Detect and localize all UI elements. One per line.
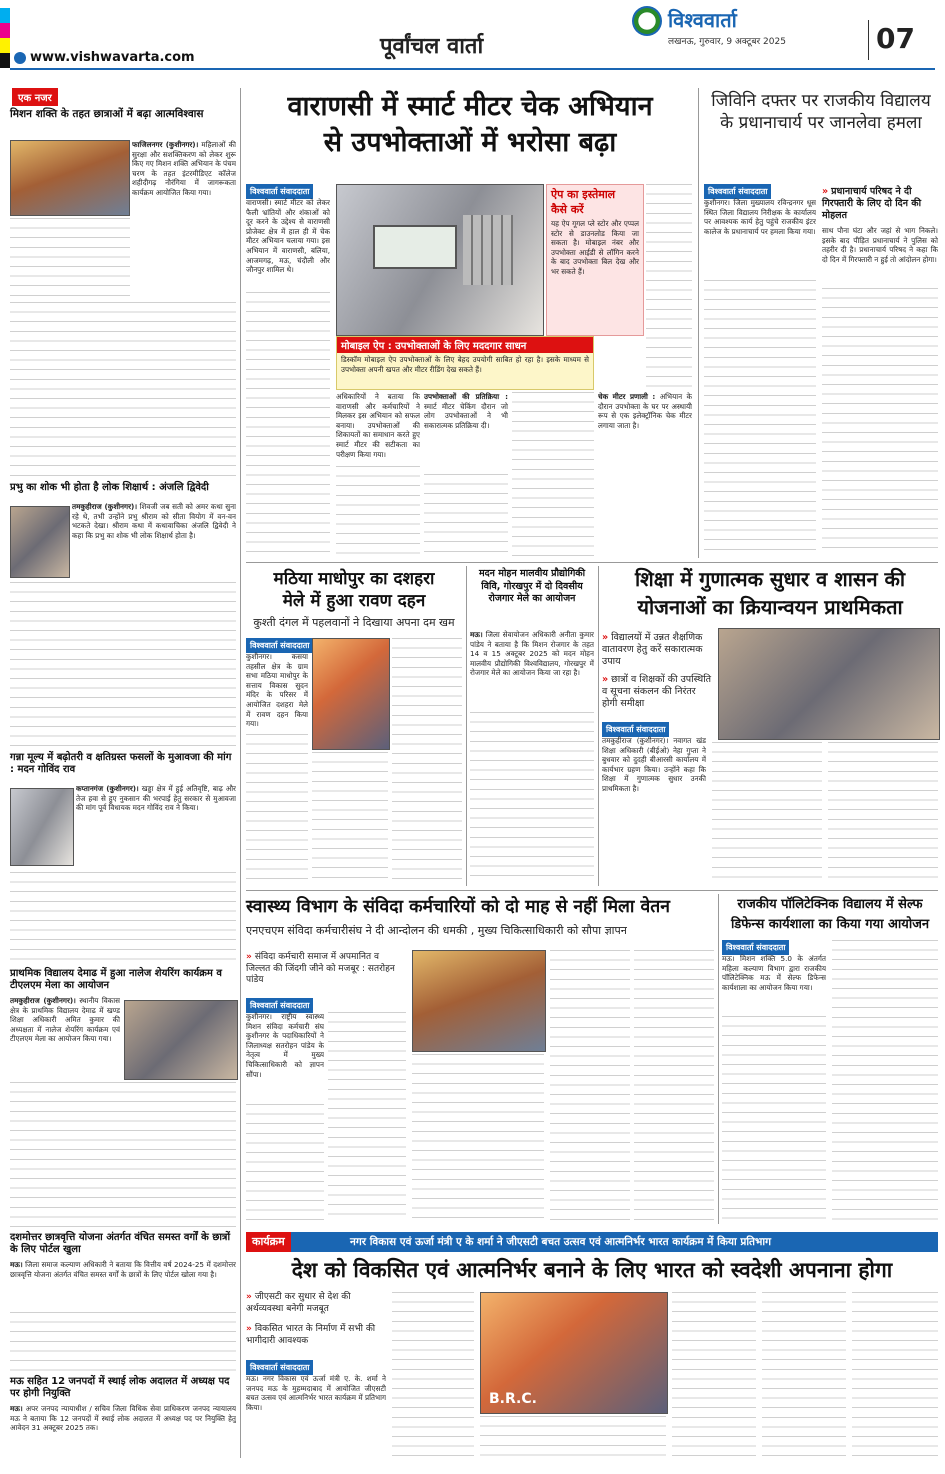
masthead (0, 0, 945, 70)
s3-text-lines (10, 872, 236, 964)
row-rule-2 (246, 890, 938, 891)
lead-col2-lines (336, 466, 420, 556)
s2-headline: प्रभु का शोक भी होता है लोक शिक्षार्थ : अंजलि द्विवेदी (10, 482, 209, 493)
meter-display (373, 225, 457, 269)
health-headline: स्वास्थ्य विभाग के संविदा कर्मचारियों को दो माह से नहीं मिला वेतन (246, 897, 670, 917)
lead-byline: विश्ववार्ता संवाददाता (246, 184, 313, 199)
polytechnic-byline: विश्ववार्ता संवाददाता (722, 940, 789, 955)
health-col1-lines (246, 1104, 324, 1222)
s3-photo (10, 788, 74, 866)
s3-text: कप्तानगंज (कुशीनगर)। खड्डा क्षेत्र में हुई अतिवृष्टि, बाढ़ और तेज हवा से हुए नुकसान की भरपाई हेतु सरकार से मुआवजा की मांग पूर्व विधायक मदन गोविंद राव ने किया। (76, 784, 236, 813)
globe-icon (14, 52, 26, 64)
bottom-col2-lines (392, 1292, 474, 1464)
ek-nazar-label: एक नजर (12, 88, 58, 106)
s2-photo (10, 506, 70, 578)
attack-text: कुशीनगर। जिला मुख्यालय रविन्द्रनगर धूस स्थित जिला विद्यालय निरीक्षक के कार्यालय पर आवश्यक कार्य हेतु पहुंचे राजकीय इंटर कालेज के प्रधानाचार्य पर हमला किया गया। (704, 198, 816, 236)
lead-sub-block-2: चेक मीटर प्रणाली : अभियान के दौरान उपभोक्ता के घर पर अस्थायी रूप से एक इलेक्ट्रॉनिक चेक मीटर लगाया जाता है। (598, 392, 692, 430)
education-byline: विश्ववार्ता संवाददाता (602, 722, 669, 737)
app-usage-head-1: ऐप का इस्तेमाल (551, 188, 616, 201)
health-col2-lines (328, 1012, 406, 1222)
column-divider-4 (598, 566, 599, 886)
education-bullet-2: » छात्रों व शिक्षकों की उपस्थिति व सूचना संकलन की निरंतर होगी समीक्षा (602, 674, 712, 710)
column-divider (240, 88, 241, 1458)
job-fair-lines (470, 712, 594, 884)
s5-text: मऊ। जिला समाज कल्याण अधिकारी ने बताया कि वित्तीय वर्ष 2024-25 में दशमोत्तर छात्रवृत्ति योजना अंतर्गत वंचित समस्त वर्गों के छात्रों के लिए पोर्टल खोला गया है। (10, 1260, 236, 1279)
lead-text: वाराणसी। स्मार्ट मीटर को लेकर फैली भ्रांतियों और शंकाओं को दूर करने के उद्देश्य से वाराणसी प्रोजेक्ट क्षेत्र में हाल ही में चेक मीटर अभियान चलाया गया। इस अभियान में वाराणसी, बलिया, आजमगढ़, मऊ, चंदौली और जौनपुर शामिल थे। (246, 198, 330, 275)
education-col3-lines (828, 742, 938, 884)
lead-story (246, 88, 692, 558)
dussehra-byline: विश्ववार्ता संवाददाता (246, 638, 313, 653)
health-byline: विश्ववार्ता संवाददाता (246, 998, 313, 1013)
dussehra-col2-lines (312, 752, 388, 884)
attack-col1-lines (704, 280, 816, 556)
health-text: कुशीनगर। राष्ट्रीय स्वास्थ्य मिशन संविदा कर्मचारी संघ कुशीनगर के पदाधिकारियों ने जिलाध्यक्ष सतरोहन पांडेय के नेतृत्व में मुख्य चिकित्साधिकारी को ज्ञापन सौंपा। (246, 1012, 324, 1079)
attack-byline: विश्ववार्ता संवाददाता (704, 184, 771, 199)
row-rule-1 (246, 562, 938, 563)
lead-headline-1: वाराणसी में स्मार्ट मीटर चेक अभियान (287, 91, 653, 122)
s1-headline: मिशन शक्ति के तहत छात्राओं में बढ़ा आत्मविश्वास (10, 108, 204, 120)
health-photo (412, 950, 546, 1052)
app-usage-text: यह ऐप गूगल प्ले स्टोर और एप्पल स्टोर से डाउनलोड किया जा सकता है। मोबाइल नंबर और उपभोक्ता आईडी से लॉगिन करने के बाद उपभोक्ता बिल देख और भर सकते हैं। (551, 219, 639, 276)
job-fair-text: मऊ। जिला सेवायोजन अधिकारी अनीता कुमार पांडेय ने बताया है कि मिशन रोजगार के तहत 14 व 15 अक्टूबर 2025 को मदन मोहन मालवीय प्रौद्योगिकी विश्वविद्यालय, गोरखपुर में रोजगार मेले का आयोजन किया जा रहा है। (470, 630, 594, 678)
attack-side-head: » प्रधानाचार्य परिषद ने दी गिरफ्तारी के लिए दो दिन की मोहलत (822, 186, 938, 222)
s4-headline: प्राथमिक विद्यालय देमाढ में हुआ नालेज शेयरिंग कार्यक्रम व टीएलएम मेला का आयोजन (10, 968, 222, 991)
polytechnic-col1-lines (722, 1016, 826, 1222)
column-divider-3 (466, 566, 467, 886)
left-column (8, 88, 236, 1458)
health-col3-lines (412, 1054, 544, 1222)
education-headline-2: योजनाओं का क्रियान्वयन प्राथमिकता (637, 595, 903, 619)
bottom-col5-lines (762, 1292, 846, 1464)
lead-headline-2: से उपभोक्ताओं में भरोसा बढ़ा (323, 127, 617, 158)
health-bullet: » संविदा कर्मचारी समाज में अपमानित व जिल्लत की जिंदगी जीने को मजबूर : सतरोहन पांडेय (246, 952, 406, 987)
s6-text: मऊ। अपर जनपद न्यायाधीश / सचिव जिला विधिक सेवा प्राधिकरण जनपद न्यायालय मऊ ने बताया कि 12 जनपदों में स्थाई लोक अदालत में अध्यक्ष पद पर नियुक्ति हेतु आवेदन 31 अक्टूबर 2025 तक। (10, 1404, 236, 1433)
attack-headline: जिविनि दफ्तर पर राजकीय विद्यालय के प्रधानाचार्य पर जानलेवा हमला (711, 91, 931, 133)
s4-text: तमकुहीराज (कुशीनगर)। स्थानीय विकास क्षेत्र के प्राथमिक विद्यालय देमाढ में खण्ड शिक्षा अधिकारी अमित कुमार की अध्यक्षता में नालेज शेयरिंग कार्यक्रम एवं टीएलएम मेला का आयोजन किया गया। (10, 996, 120, 1044)
s1-photo (10, 140, 130, 216)
job-fair-headline: मदन मोहन मालवीय प्रौद्योगिकी विवि, गोरखपुर में दो दिवसीय रोजगार मेले का आयोजन (478, 568, 586, 604)
attack-side-text: साथ पौना घंटा और जहां से भाग निकले। इसके बाद पीड़ित प्रधानाचार्य ने पुलिस को तहरीर दी है। प्रधानाचार्य परिषद ने कहा कि दो दिन में गिरफ्तारी न हुई तो आंदोलन होगा। (822, 226, 938, 264)
s2-text: तमकुहीराज (कुशीनगर)। शिवजी जब सती को अमर कथा सुना रहे थे, तभी उन्होंने प्रभु श्रीराम को सीता वियोग में वन-वन भटकते देखा। श्रीराम कथा में कथावाचिका अंजलि द्विवेदी ने कहा कि प्रभु का शोक भी लोक शिक्षार्थ होता है। (72, 502, 236, 540)
app-usage-head-2: कैसे करें (551, 203, 584, 216)
bottom-col4-lines (672, 1292, 756, 1464)
bottom-headline: देश को विकसित एवं आत्मनिर्भर बनाने के लिए भारत को स्वदेशी अपनाना होगा (291, 1257, 893, 1282)
ravan-effigy-photo (312, 638, 390, 750)
attack-col2-lines (822, 288, 938, 556)
s2-text-lines (10, 582, 236, 746)
dussehra-headline-2: मेले में हुआ रावण दहन (282, 591, 426, 611)
lead-col4b-lines (512, 392, 594, 556)
site-url[interactable]: www.vishwavarta.com (30, 50, 195, 65)
education-story (602, 566, 938, 886)
s1-text-lines (10, 218, 130, 300)
education-headline-1: शिक्षा में गुणात्मक सुधार व शासन की (634, 567, 906, 591)
bottom-byline: विश्ववार्ता संवाददाता (246, 1360, 313, 1375)
bottom-bullet-2: » विकसित भारत के निर्माण में सभी की भागीदारी आवश्यक (246, 1324, 386, 1347)
paper-logo-icon (632, 6, 662, 36)
bottom-banner (246, 1232, 938, 1252)
column-divider-5 (718, 894, 719, 1224)
s3-headline: गन्ना मूल्य में बढ़ोतरी व क्षतिग्रस्त फसलों के मुआवजा की मांग : मदन गोविंद राव (10, 752, 232, 775)
dussehra-deck: कुश्ती दंगल में पहलवानों ने दिखाया अपना दम खम (253, 616, 455, 629)
education-bullet-1: » विद्यालयों में उन्नत शैक्षणिक वातावरण हेतु करें सकारात्मक उपाय (602, 632, 712, 668)
lead-text-col2: अधिकारियों ने बताया कि वाराणसी और कर्मचारियों ने मिलकर इस अभियान को सफल बनाया। उपभोक्ताओं की शिकायतों का समाधान करते हुए स्मार्ट मीटर की सटीकता का परीक्षण किया गया। (336, 392, 420, 459)
polytechnic-headline-1: राजकीय पॉलिटेक्निक विद्यालय में सेल्फ (737, 897, 923, 912)
s5-headline: दशमोत्तर छात्रवृत्ति योजना अंतर्गत वंचित समस्त वर्गों के छात्रों के लिए पोर्टल खुला (10, 1232, 231, 1255)
karyakram-text: नगर विकास एवं ऊर्जा मंत्री ए के शर्मा ने जीएसटी बचत उत्सव एवं आत्मनिर्भर भारत कार्यक्रम में किया प्रतिभाग (350, 1236, 772, 1248)
minister-photo (480, 1292, 668, 1414)
bottom-col3-lines (480, 1416, 666, 1464)
education-text: तमकुहीराज (कुशीनगर)। नवागत खंड शिक्षा अधिकारी (बीईओ) नेहा गुप्ता ने बुधवार को दुदही बीआरसी कार्यालय में कार्यभार ग्रहण किया। उन्होंने कहा कि शिक्षा में गुणात्मक सुधार उनकी प्राथमिकता है। (602, 736, 706, 793)
s6-headline: मऊ सहित 12 जनपदों में स्थाई लोक अदालत में अध्यक्ष पद पर होगी नियुक्ति (10, 1376, 230, 1399)
lead-col4-lines (646, 184, 692, 390)
page-number-box (868, 20, 869, 60)
job-fair-story (470, 566, 594, 886)
masthead-rule (10, 68, 935, 70)
polytechnic-story (722, 894, 938, 1224)
dussehra-headline-1: मठिया माधोपुर का दशहरा (273, 569, 435, 589)
polytechnic-text: मऊ। मिशन शक्ति 5.0 के अंतर्गत महिला कल्याण विभाग द्वारा राजकीय पॉलिटेक्निक मऊ में सेल्फ डिफेन्स कार्यशाला का आयोजन किया गया। (722, 954, 826, 992)
lead-sub-block: उपभोक्ताओं की प्रतिक्रिया : स्मार्ट मीटर चेकिंग दौरान जो लोग उपभोक्ताओं ने भी सकारात्मक प्रतिक्रिया दी। (424, 392, 508, 430)
attack-story (704, 88, 938, 558)
s1-text-lines-2 (10, 302, 236, 478)
meter-keypad (463, 215, 513, 285)
photo-banner-text: B.R.C. (489, 1391, 537, 1407)
s4-text-lines (10, 1082, 236, 1230)
lead-caption-text: डिस्कॉम मोबाइल ऐप उपभोक्ताओं के लिए बेहद उपयोगी साबित हो रहा है। इसके माध्यम से उपभोक्ता अपनी खपत और मीटर रीडिंग देख सकते हैं। (341, 355, 589, 374)
health-col4-lines (550, 950, 630, 1222)
paper-name: विश्ववार्ता (668, 8, 737, 32)
smart-meter-photo (336, 184, 544, 336)
s4-photo (124, 1000, 238, 1080)
lead-col1-lines (246, 292, 330, 554)
polytechnic-headline-2: डिफेन्स कार्यशाला का किया गया आयोजन (730, 917, 930, 932)
page-number: 07 (876, 22, 915, 55)
dateline: लखनऊ, गुरुवार, 9 अक्टूबर 2025 (668, 37, 786, 47)
lead-caption: मोबाइल ऐप : उपभोक्ताओं के लिए मददगार साधन (337, 337, 593, 353)
education-photo (718, 628, 940, 740)
health-deck: एनएचएम संविदा कर्मचारीसंघ ने दी आन्दोलन की धमकी , मुख्य चिकित्साधिकारी को सौपा ज्ञापन (246, 924, 627, 937)
section-title: पूर्वांचल वार्ता (380, 33, 484, 59)
app-usage-box (546, 184, 644, 336)
lead-caption-box (336, 336, 594, 390)
s5-text-lines (10, 1312, 236, 1372)
lead-col3-lines (424, 474, 508, 556)
bottom-story (246, 1232, 938, 1468)
dussehra-col1-lines (246, 734, 308, 884)
polytechnic-col2-lines (832, 940, 938, 1222)
bottom-bullet-1: » जीएसटी कर सुधार से देश की अर्थव्यवस्था बनेगी मजबूत (246, 1292, 386, 1315)
karyakram-label: कार्यक्रम (246, 1232, 291, 1252)
health-col5-lines (634, 950, 714, 1222)
bottom-text: मऊ। नगर विकास एवं ऊर्जा मंत्री ए. के. शर्मा ने जनपद मऊ के मुहम्मदाबाद में आयोजित जीएसटी बचत उत्सव एवं आत्मनिर्भर भारत कार्यक्रम में प्रतिभाग किया। (246, 1374, 386, 1412)
column-divider-2 (698, 88, 699, 558)
dussehra-text: कुशीनगर। कसया तहसील क्षेत्र के ग्राम सभा मठिया माधोपुर के सत्ताय विकास सुदन मंदिर के परिसर में आयोजित दशहरा मेले में रावण दहन किया गया। (246, 652, 308, 729)
education-col2-lines (712, 742, 822, 884)
dussehra-story (246, 566, 462, 886)
dussehra-col3-lines (392, 638, 462, 884)
bottom-col6-lines (852, 1292, 938, 1464)
color-bars (0, 8, 10, 68)
health-story (246, 894, 714, 1224)
s1-text: फाजिलनगर (कुशीनगर)। महिलाओं की सुरक्षा और सशक्तिकरण को लेकर शुरू किए गए मिशन शक्ति अभियान के पंचम चरण के तहत इंटरमीडिएट कॉलेज शहीदीगढ़ नौरंगिया में जागरूकता कार्यक्रम आयोजित किया गया। (132, 140, 236, 197)
